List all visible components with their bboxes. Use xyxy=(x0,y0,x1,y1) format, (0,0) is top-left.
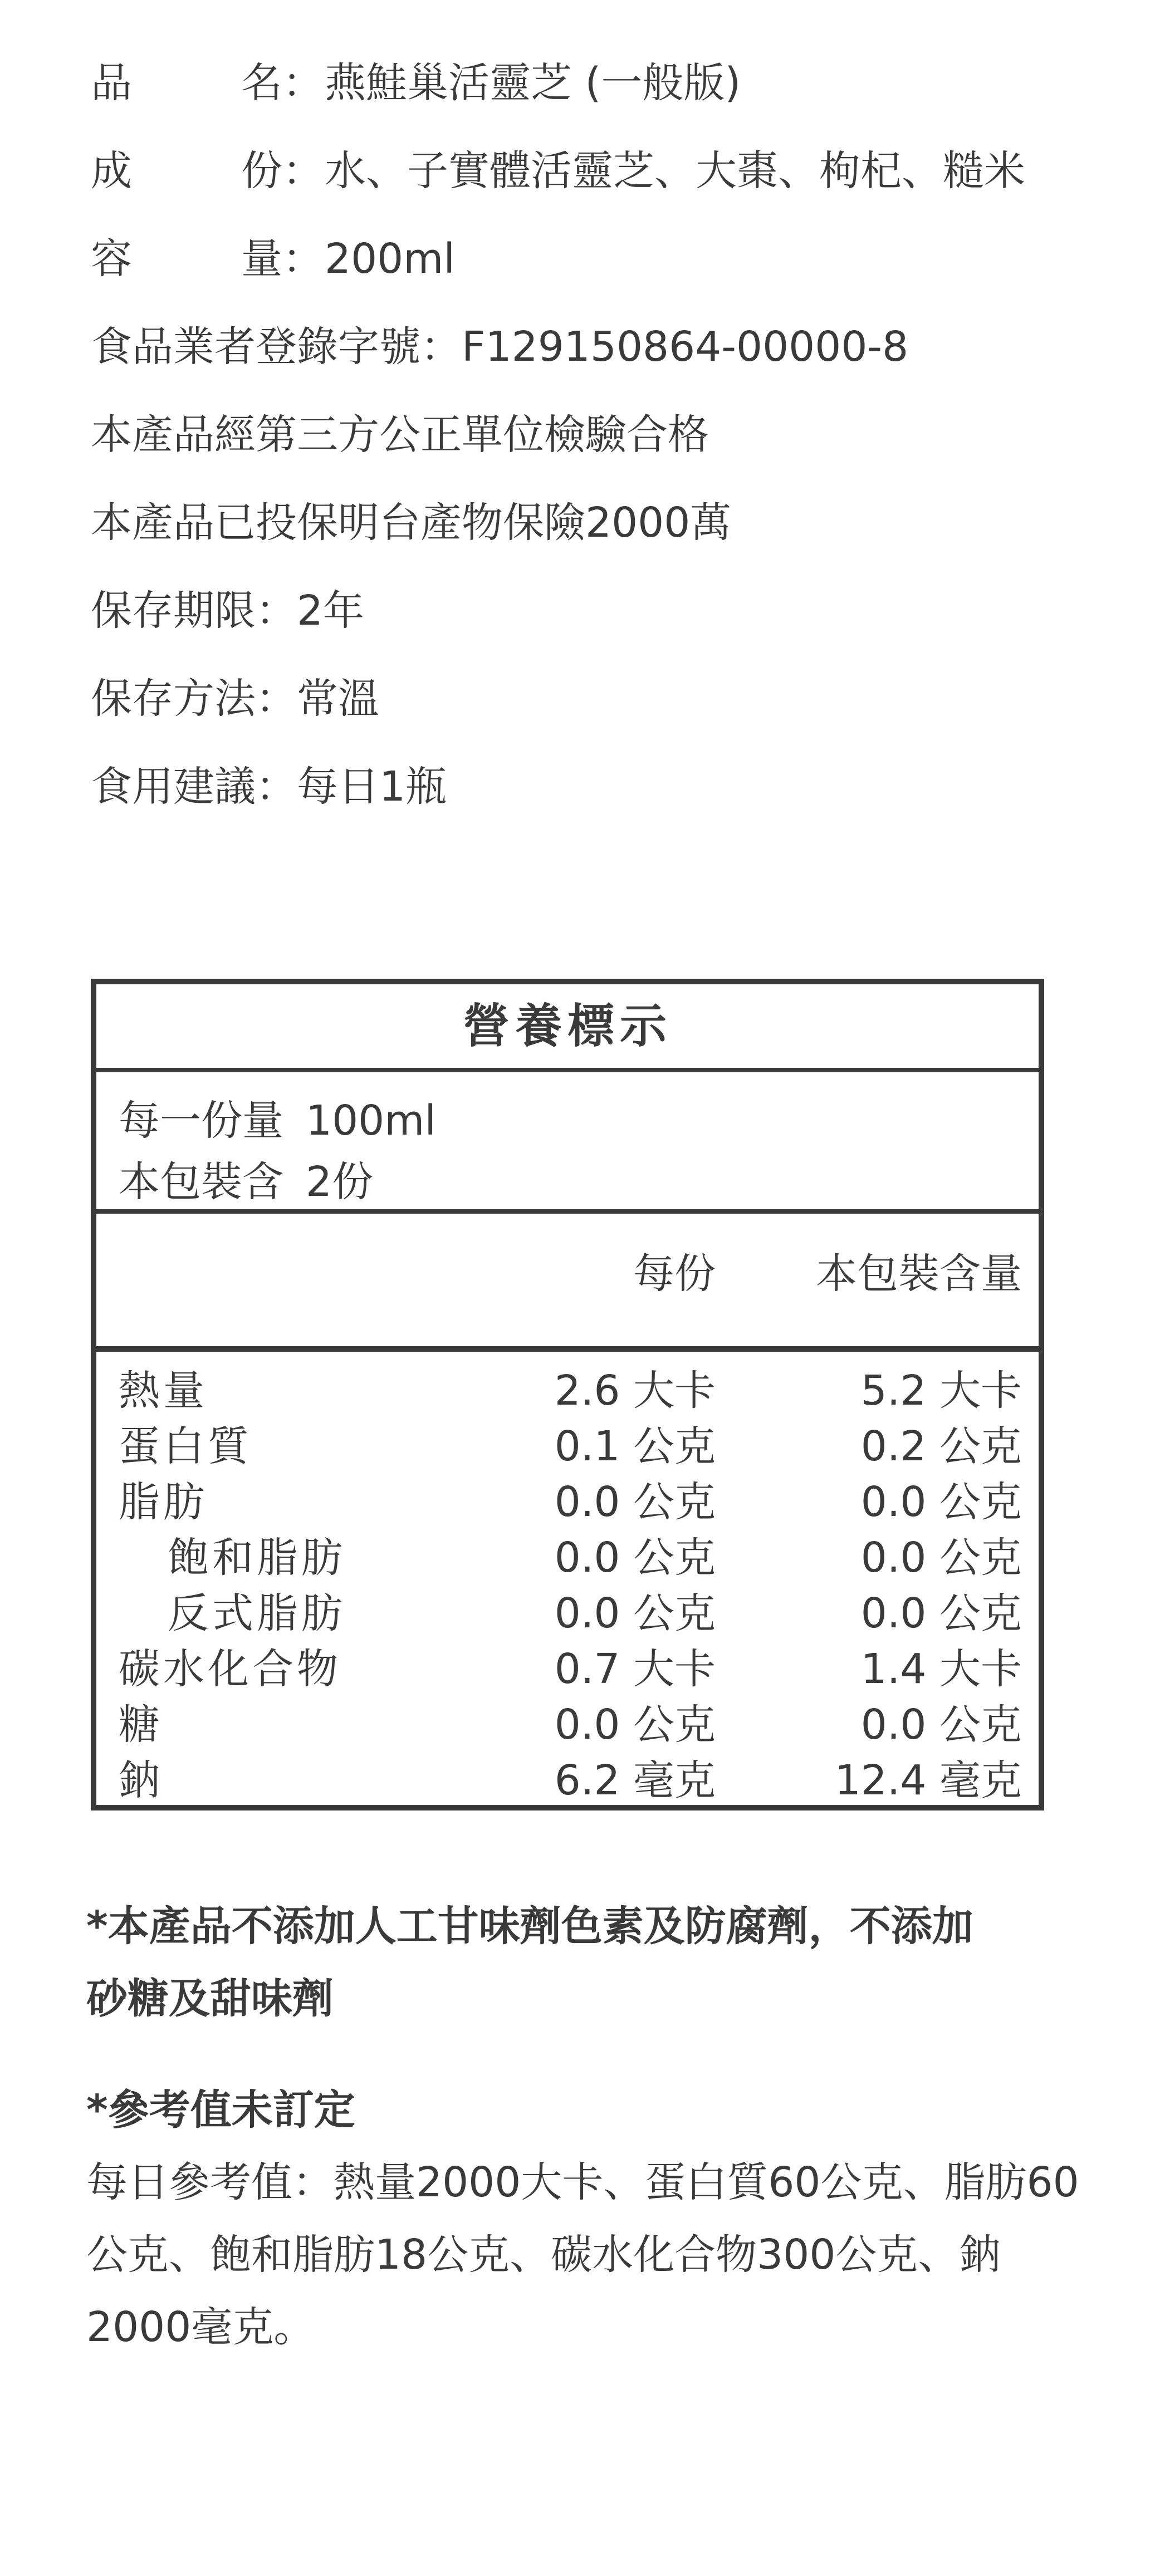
nutrient-per-serving: 2.6 大卡 xyxy=(554,1367,716,1415)
reference-line2: 公克、飽和脂肪18公克、碳水化合物300公克、鈉 xyxy=(86,2231,1001,2279)
nutrition-facts-table xyxy=(91,979,1044,1810)
nutrient-per-package: 0.0 公克 xyxy=(860,1534,1022,1582)
nutrient-per-package: 1.4 大卡 xyxy=(860,1645,1022,1693)
nutrient-per-package: 12.4 毫克 xyxy=(834,1756,1022,1804)
nutrient-name: 碳水化合物 xyxy=(119,1645,341,1693)
nutrient-name: 蛋白質 xyxy=(119,1422,252,1470)
volume-value: 200ml xyxy=(325,235,455,283)
nutrient-per-package: 0.0 公克 xyxy=(860,1701,1022,1749)
info-row-ingredients: 成 份：水、子實體活靈芝、大棗、枸杞、糙米 xyxy=(91,147,1025,195)
column-header-per-serving: 每份 xyxy=(633,1250,716,1298)
reference-title: *參考值未訂定 xyxy=(86,2086,355,2134)
nutrient-name: 糖 xyxy=(119,1701,163,1749)
column-header-per-package: 本包裝含量 xyxy=(816,1250,1022,1298)
nutrient-name: 飽和脂肪 xyxy=(168,1534,346,1582)
nutrient-per-serving: 0.0 公克 xyxy=(554,1701,716,1749)
inspection-statement: 本產品經第三方公正單位檢驗合格 xyxy=(91,411,709,459)
nutrient-row-sugar xyxy=(96,1697,1039,1753)
servings-value: 2份 xyxy=(306,1158,374,1206)
serving-size xyxy=(119,1093,436,1149)
nutrient-per-package: 0.0 公克 xyxy=(860,1589,1022,1637)
nutrient-per-serving: 0.0 公克 xyxy=(554,1589,716,1637)
label-char: 容 xyxy=(91,235,132,283)
nutrient-per-package: 0.0 公克 xyxy=(860,1478,1022,1526)
nutrient-row-saturated-fat xyxy=(96,1530,1039,1586)
registration-number: 食品業者登錄字號：F129150864-00000-8 xyxy=(91,323,909,371)
label-char: 品 xyxy=(91,59,132,107)
divider xyxy=(96,1346,1039,1352)
info-row-volume: 容 量：200ml xyxy=(91,235,455,283)
nutrient-row-sodium xyxy=(96,1753,1039,1808)
servings-label: 本包裝含 xyxy=(119,1158,283,1206)
nutrient-per-serving: 0.0 公克 xyxy=(554,1534,716,1582)
insurance-statement: 本產品已投保明台產物保險2000萬 xyxy=(91,499,732,547)
serving-size-value: 100ml xyxy=(306,1097,436,1145)
nutrient-name: 熱量 xyxy=(119,1367,208,1415)
label-char: 成 xyxy=(91,147,132,195)
serving-size-label: 每一份量 xyxy=(119,1097,283,1145)
nutrient-per-serving: 0.7 大卡 xyxy=(554,1645,716,1693)
ingredients-value: 水、子實體活靈芝、大棗、枸杞、糙米 xyxy=(325,147,1025,195)
divider xyxy=(96,1209,1039,1214)
nutrient-per-serving: 0.0 公克 xyxy=(554,1478,716,1526)
divider xyxy=(96,1068,1039,1072)
label-char: 名 xyxy=(241,59,282,107)
shelf-life: 保存期限：2年 xyxy=(91,587,365,635)
nutrient-name: 反式脂肪 xyxy=(168,1589,346,1637)
additive-note-line1: *本產品不添加人工甘味劑色素及防腐劑，不添加 xyxy=(86,1902,973,1950)
nutrition-title: 營養標示 xyxy=(462,999,672,1053)
label-char: 量 xyxy=(241,235,282,283)
reference-line3: 2000毫克。 xyxy=(86,2303,315,2351)
nutrient-name: 鈉 xyxy=(119,1756,163,1804)
nutrient-row-fat xyxy=(96,1474,1039,1530)
nutrient-row-trans-fat xyxy=(96,1586,1039,1641)
info-row-product-name: 品 名：燕鮭巢活靈芝 (一般版) xyxy=(91,59,741,107)
nutrient-row-protein xyxy=(96,1419,1039,1474)
servings-per-package xyxy=(119,1154,373,1210)
nutrient-name: 脂肪 xyxy=(119,1478,208,1526)
label-char: 份 xyxy=(241,147,282,195)
nutrient-row-calories xyxy=(96,1363,1039,1419)
nutrient-per-serving: 0.1 公克 xyxy=(554,1422,716,1470)
product-name-value: 燕鮭巢活靈芝 (一般版) xyxy=(325,59,741,107)
usage-suggestion: 食用建議：每日1瓶 xyxy=(91,763,447,811)
storage-method: 保存方法：常溫 xyxy=(91,675,379,723)
nutrient-per-package: 0.2 公克 xyxy=(860,1422,1022,1470)
nutrient-per-serving: 6.2 毫克 xyxy=(554,1756,716,1804)
nutrient-per-package: 5.2 大卡 xyxy=(860,1367,1022,1415)
nutrient-row-carbohydrate xyxy=(96,1641,1039,1697)
reference-line1: 每日參考值：熱量2000大卡、蛋白質60公克、脂肪60 xyxy=(86,2158,1079,2206)
additive-note-line2: 砂糖及甜味劑 xyxy=(86,1975,334,2023)
